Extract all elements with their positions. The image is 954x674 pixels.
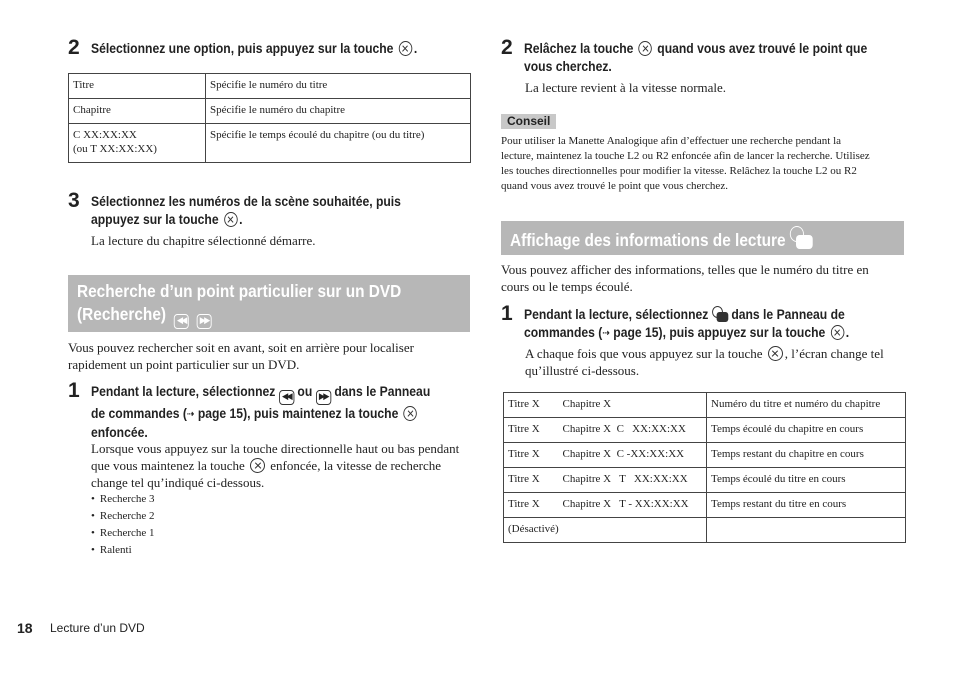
cross-button-icon — [830, 325, 844, 340]
table-cell: Chapitre X — [559, 393, 707, 418]
step-1-left — [68, 380, 471, 440]
table-cell: (Désactivé) — [504, 518, 707, 543]
step-instruction: Relâchez la touche quand vous avez trouvé le point que vous cherchez. — [524, 41, 868, 74]
list-item: • Recherche 3 — [91, 491, 155, 508]
section-title: Recherche d’un point particulier sur un DVD (Recherche) ◀◀ ▶▶ — [77, 280, 401, 329]
tip-label: Conseil — [501, 114, 556, 129]
step-number: 3 — [68, 189, 80, 212]
table-row — [69, 99, 471, 124]
table-cell: Temps écoulé du chapitre en cours — [707, 418, 906, 443]
table-cell — [707, 518, 906, 543]
table-row — [69, 74, 471, 99]
rewind-icon: ◀◀ — [279, 390, 294, 405]
speed-list — [91, 491, 155, 559]
list-item: • Recherche 1 — [91, 525, 155, 542]
step-body: Lorsque vous appuyez sur la touche directionnelle haut ou bas pendant que vous maintenez la touche enfoncée, la vitesse de recherche change tel qu’indiqué ci-dessous. — [91, 441, 460, 490]
cross-button-icon — [399, 41, 413, 56]
table-cell: Titre — [69, 74, 206, 99]
table-cell: Temps écoulé du titre en cours — [707, 468, 906, 493]
rewind-icon: ◀◀ — [174, 314, 189, 329]
display-table — [503, 392, 906, 543]
footer-section-label: Lecture d’un DVD — [50, 621, 145, 635]
step-1-right — [501, 303, 905, 343]
section-intro: Vous pouvez rechercher soit en avant, soit en arrière pour localiser rapidement un point particulier sur un DVD. — [68, 340, 414, 372]
step-number: 2 — [68, 36, 80, 59]
table-row — [504, 418, 906, 443]
table-cell: C XX:XX:XX (ou T XX:XX:XX) — [69, 124, 206, 163]
table-row — [504, 393, 906, 418]
step-body: La lecture du chapitre sélectionné démarre. — [91, 233, 316, 248]
table-cell: Titre X — [504, 493, 559, 518]
step-body: A chaque fois que vous appuyez sur la touche , l’écran change tel qu’illustré ci-dessous. — [525, 346, 884, 378]
table-row — [504, 468, 906, 493]
table-cell: Spécifie le numéro du chapitre — [206, 99, 471, 124]
disc-info-icon — [712, 306, 728, 323]
step-instruction: Pendant la lecture, sélectionnez dans le Panneau de commandes (⇢ page 15), puis appuyez sur la touche . — [524, 306, 849, 343]
table-cell: Spécifie le temps écoulé du chapitre (ou du titre) — [206, 124, 471, 163]
table-row — [504, 443, 906, 468]
table-cell: Spécifie le numéro du titre — [206, 74, 471, 99]
list-item: • Ralenti — [91, 542, 155, 559]
section-banner-search — [68, 275, 470, 332]
step-instruction: Pendant la lecture, sélectionnez ◀◀ ou ▶▶ dans le Panneau de commandes (⇢ page 15), puis maintenez la touche enfoncée. — [91, 384, 431, 440]
table-row — [504, 493, 906, 518]
cross-button-icon — [224, 212, 238, 227]
step-number: 1 — [501, 302, 513, 325]
table-row — [504, 518, 906, 543]
table-cell: Chapitre X T XX:XX:XX — [559, 468, 707, 493]
section-title: Affichage des informations de lecture — [510, 226, 813, 252]
table-cell: Numéro du titre et numéro du chapitre — [707, 393, 906, 418]
cross-button-icon — [639, 41, 653, 56]
table-cell: Chapitre X C XX:XX:XX — [559, 418, 707, 443]
table-cell: Chapitre — [69, 99, 206, 124]
step-2-right — [501, 37, 905, 77]
step-number: 1 — [68, 379, 80, 402]
disc-info-icon — [790, 226, 813, 250]
page-reference-arrow-icon: ⇢ — [186, 409, 195, 420]
table-cell: Titre X — [504, 443, 559, 468]
table-row — [69, 124, 471, 163]
step-number: 2 — [501, 36, 513, 59]
step-instruction: Sélectionnez une option, puis appuyez sur la touche . — [91, 41, 418, 56]
page-reference-arrow-icon: ⇢ — [602, 328, 610, 339]
table-cell: Chapitre X T - XX:XX:XX — [559, 493, 707, 518]
cross-button-icon — [768, 346, 783, 361]
fast-forward-icon: ▶▶ — [197, 314, 212, 329]
section-intro: Vous pouvez afficher des informations, telles que le numéro du titre en cours ou le temps écoulé. — [501, 262, 869, 294]
fast-forward-icon: ▶▶ — [316, 390, 331, 405]
table-cell: Temps restant du titre en cours — [707, 493, 906, 518]
table-cell: Chapitre X C -XX:XX:XX — [559, 443, 707, 468]
page-number: 18 — [17, 620, 33, 636]
cross-button-icon — [404, 406, 418, 421]
option-table — [68, 73, 471, 163]
cross-button-icon — [250, 458, 265, 473]
table-cell: Titre X — [504, 468, 559, 493]
list-item: • Recherche 2 — [91, 508, 155, 525]
tip-text: Pour utiliser la Manette Analogique afin d’effectuer une recherche pendant la lecture, maintenez la touche L2 ou R2 enfoncée afin de lancer la recherche. Utilisez les touches directionnelles pour modifier la vitesse. Relâchez la touche L2 ou R2 quand vous avez trouvé le point que vous cherchez. — [501, 135, 870, 192]
step-body: La lecture revient à la vitesse normale. — [525, 80, 727, 95]
table-cell: Titre X — [504, 418, 559, 443]
table-cell: Temps restant du chapitre en cours — [707, 443, 906, 468]
step-2-left — [68, 37, 471, 61]
table-cell: Titre X — [504, 393, 559, 418]
section-banner-info — [501, 221, 904, 255]
step-instruction: Sélectionnez les numéros de la scène souhaitée, puis appuyez sur la touche . — [91, 194, 401, 227]
